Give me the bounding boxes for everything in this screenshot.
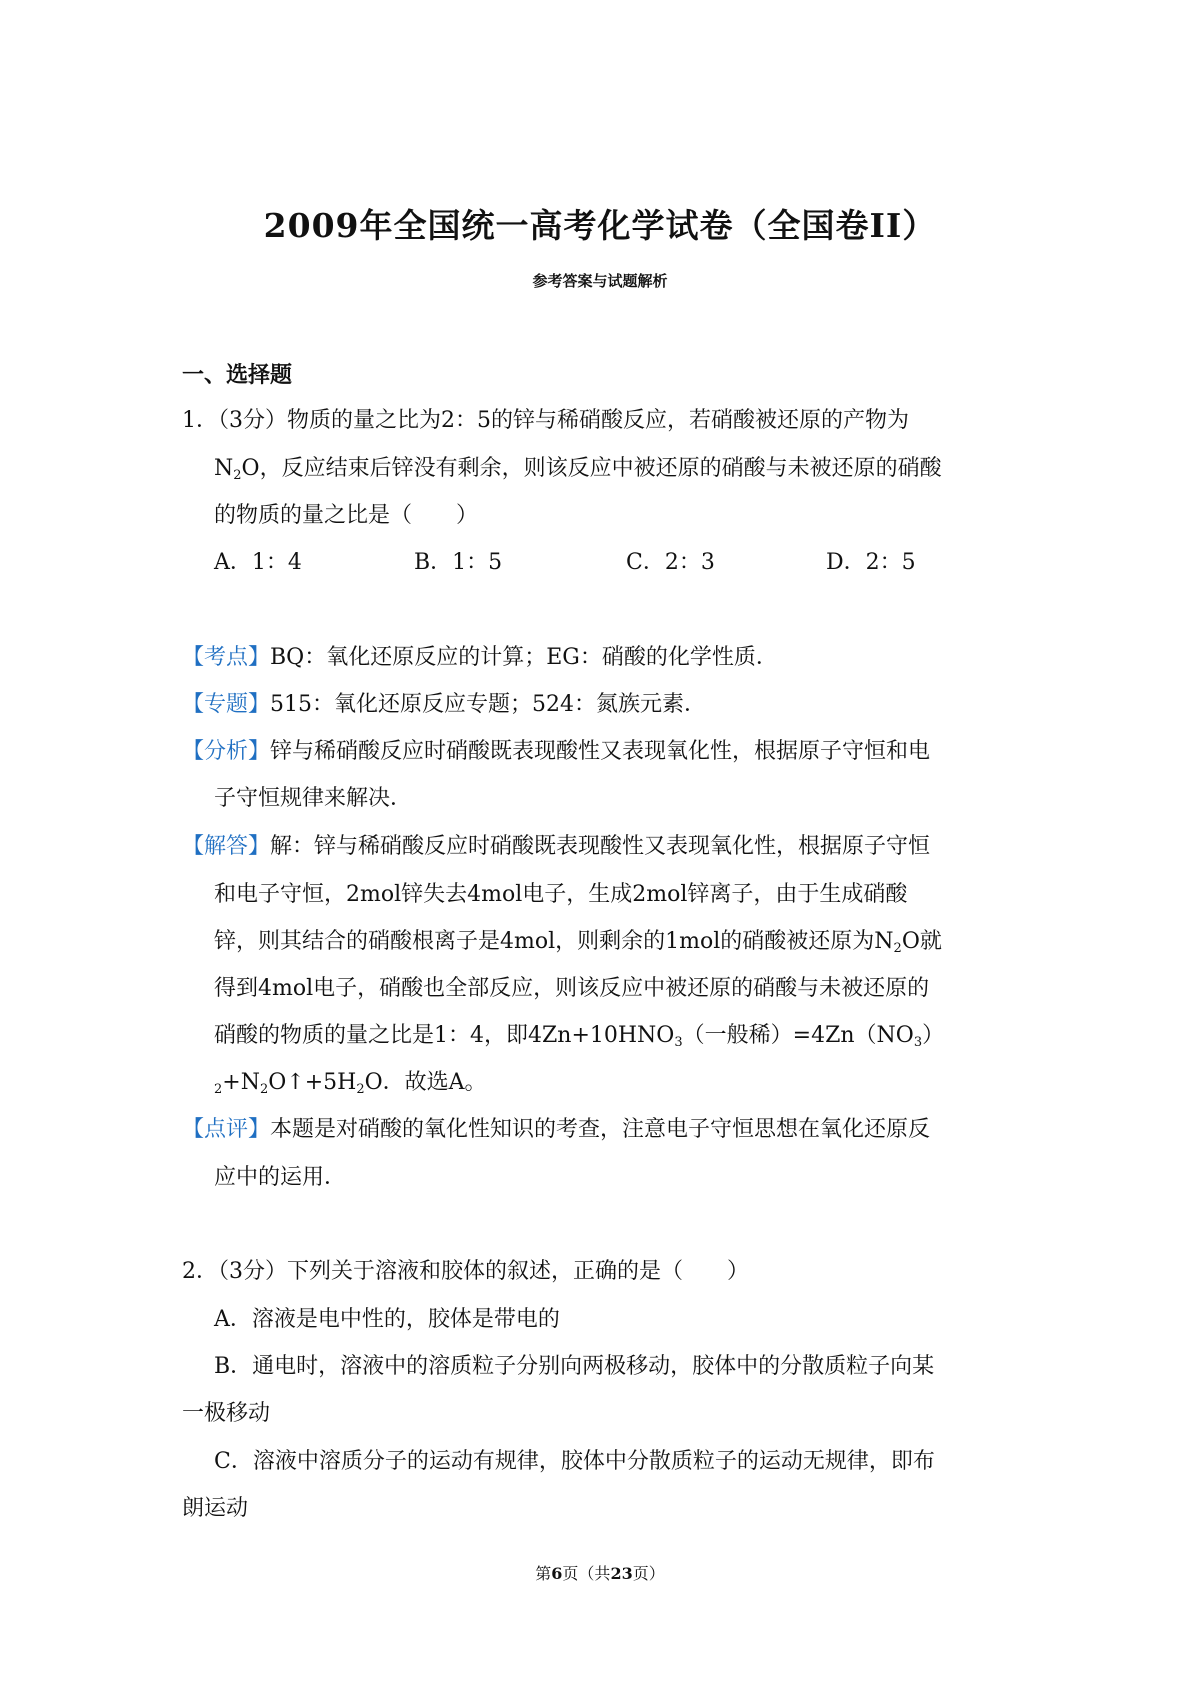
dianping-line1 <box>182 1115 930 1145</box>
jieda-line6 <box>214 1068 487 1098</box>
page-number: 6 <box>551 1564 563 1583</box>
section-heading: 一、选择题 <box>182 362 293 388</box>
fenxi-text: 锌与稀硝酸反应时硝酸既表现酸性又表现氧化性，根据原子守恒和电 <box>270 739 931 764</box>
fenxi-line1 <box>182 737 930 767</box>
jieda-text: O↑+5H <box>268 1070 357 1095</box>
q1-stem-line3: 的物质的量之比是（ ） <box>214 503 479 528</box>
tag-zhuanti: 【专题】 <box>182 692 271 717</box>
subscript: 2 <box>259 1082 269 1097</box>
option-c: C．2：3 <box>626 550 715 575</box>
jieda-line2: 和电子守恒，2mol锌失去4mol电子，生成2mol锌离子，由于生成硝酸 <box>214 882 908 907</box>
q2-option-b-line2: 一极移动 <box>182 1401 271 1426</box>
fenxi-line2: 子守恒规律来解决． <box>214 786 413 811</box>
zhuanti-text: 515：氧化还原反应专题；524：氮族元素． <box>270 692 706 717</box>
kaodian-line <box>182 643 778 673</box>
subscript: 3 <box>674 1035 683 1050</box>
zhuanti-line <box>182 690 706 720</box>
subscript: 2 <box>233 468 242 483</box>
jieda-text: 硝酸的物质的量之比是1：4，即4Zn+10HNO <box>214 1023 675 1048</box>
q2-stem: 2．（3分）下列关于溶液和胶体的叙述，正确的是（ ） <box>182 1259 749 1284</box>
q1-text: N <box>214 456 234 481</box>
jieda-text: +N <box>222 1070 260 1095</box>
tag-fenxi: 【分析】 <box>182 739 271 764</box>
tag-dianping: 【点评】 <box>182 1117 271 1142</box>
footer-text: 页（共 <box>562 1564 611 1583</box>
q2-option-c-line2: 朗运动 <box>182 1496 249 1521</box>
jieda-line1 <box>182 832 930 862</box>
jieda-text: 解：锌与稀硝酸反应时硝酸既表现酸性又表现氧化性，根据原子守恒 <box>270 834 931 859</box>
jieda-text: ） <box>922 1023 945 1048</box>
jieda-text: 锌，则其结合的硝酸根离子是4mol，则剩余的1mol的硝酸被还原为N <box>214 929 894 954</box>
jieda-line3 <box>214 927 942 957</box>
page-total: 23 <box>610 1564 633 1583</box>
tag-kaodian: 【考点】 <box>182 645 271 670</box>
jieda-line4: 得到4mol电子，硝酸也全部反应，则该反应中被还原的硝酸与未被还原的 <box>214 976 930 1001</box>
jieda-text: （一般稀）=4Zn（NO <box>682 1023 914 1048</box>
jieda-text: O就 <box>901 929 942 954</box>
q1-stem-line2 <box>214 454 942 484</box>
tag-jieda: 【解答】 <box>182 834 271 859</box>
kaodian-text: BQ：氧化还原反应的计算；EG：硝酸的化学性质． <box>270 645 778 670</box>
dianping-line2: 应中的运用． <box>214 1165 347 1190</box>
q2-option-c-line1: C．溶液中溶质分子的运动有规律，胶体中分散质粒子的运动无规律，即布 <box>214 1449 935 1474</box>
option-b: B．1：5 <box>414 550 503 575</box>
subscript: 2 <box>214 1082 223 1097</box>
footer-text: 页） <box>632 1564 665 1583</box>
page-title: 2009年全国统一高考化学试卷（全国卷II） <box>263 206 937 245</box>
jieda-text: O．故选A。 <box>364 1070 487 1095</box>
page-subtitle: 参考答案与试题解析 <box>532 272 668 290</box>
subscript: 2 <box>356 1082 365 1097</box>
q2-option-b-line1: B．通电时，溶液中的溶质粒子分别向两极移动，胶体中的分散质粒子向某 <box>214 1354 935 1379</box>
option-a: A．1：4 <box>214 550 302 575</box>
subscript: 3 <box>913 1035 923 1050</box>
page-footer <box>0 1561 1200 1584</box>
q1-stem-line1: 1．（3分）物质的量之比为2：5的锌与稀硝酸反应，若硝酸被还原的产物为 <box>182 408 909 433</box>
q1-options <box>214 548 1026 578</box>
subscript: 2 <box>893 941 902 956</box>
dianping-text: 本题是对硝酸的氧化性知识的考查，注意电子守恒思想在氧化还原反 <box>270 1117 931 1142</box>
q2-option-a: A．溶液是电中性的，胶体是带电的 <box>214 1307 560 1332</box>
jieda-line5 <box>214 1021 944 1051</box>
q1-text: O，反应结束后锌没有剩余，则该反应中被还原的硝酸与未被还原的硝酸 <box>241 456 942 481</box>
footer-text: 第 <box>535 1564 552 1583</box>
option-d: D．2：5 <box>826 550 916 575</box>
